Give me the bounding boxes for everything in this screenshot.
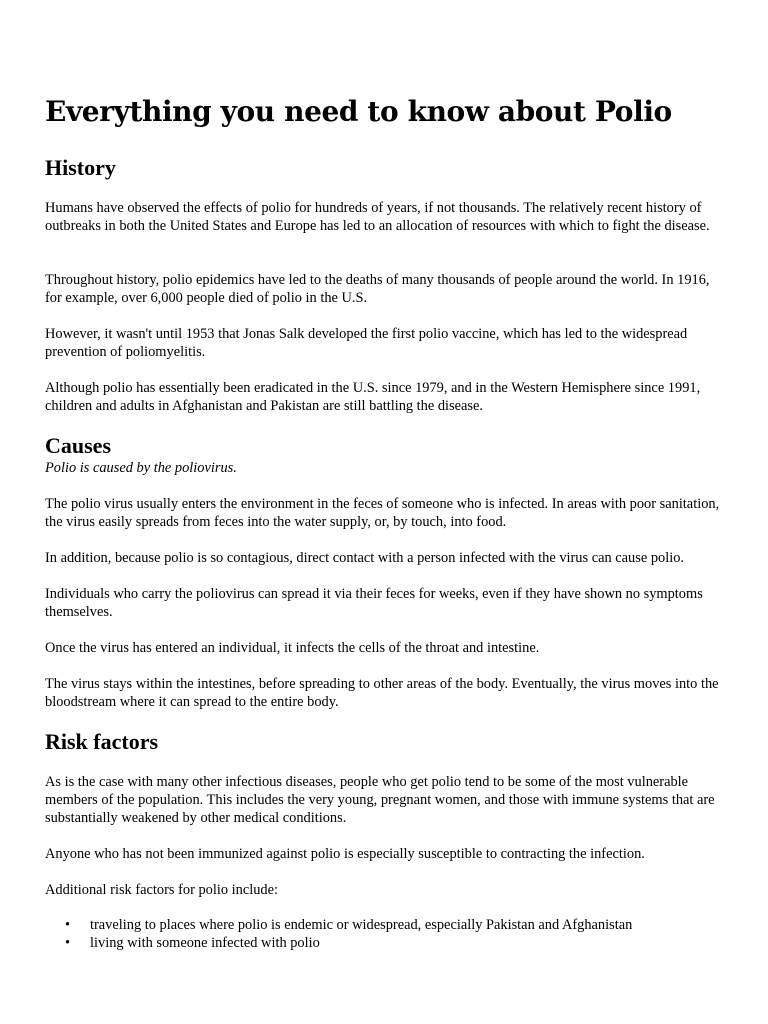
history-paragraph: Humans have observed the effects of polio for hundreds of years, if not thousands. The relatively recent history of outbreaks in both the United States and Europe has led to an allocation of resources with which to fight the disease.	[45, 200, 710, 234]
section-heading-causes: Causes	[45, 433, 112, 458]
bullet-icon: •	[65, 935, 71, 951]
causes-paragraph: The virus stays within the intestines, before spreading to other areas of the body. Eventually, the virus moves into the bloodstream where it can spread to the entire body.	[45, 676, 719, 710]
page-title: Everything you need to know about Polio	[45, 95, 672, 128]
causes-paragraph: Once the virus has entered an individual, it infects the cells of the throat and intestine.	[45, 640, 540, 656]
history-paragraph: Although polio has essentially been eradicated in the U.S. since 1979, and in the Western Hemisphere since 1991, children and adults in Afghanistan and Pakistan are still battling the disease.	[45, 380, 701, 414]
bullet-icon: •	[65, 917, 71, 933]
risk-factors-paragraph: Additional risk factors for polio include:	[45, 882, 278, 898]
causes-paragraph: The polio virus usually enters the environment in the feces of someone who is infected. In areas with poor sanitation, the virus easily spreads from feces into the water supply, or, by touch, into food.	[45, 496, 720, 530]
history-paragraph: Throughout history, polio epidemics have led to the deaths of many thousands of people around the world. In 1916, for example, over 6,000 people died of polio in the U.S.	[45, 272, 710, 306]
list-item-text: traveling to places where polio is endemic or widespread, especially Pakistan and Afghanistan	[90, 917, 633, 933]
risk-factors-paragraph: Anyone who has not been immunized against polio is especially susceptible to contracting the infection.	[45, 846, 645, 862]
list-item-text: living with someone infected with polio	[90, 935, 320, 951]
causes-paragraph: In addition, because polio is so contagious, direct contact with a person infected with the virus can cause polio.	[45, 550, 685, 566]
list-item	[45, 916, 725, 934]
causes-subtitle: Polio is caused by the poliovirus.	[45, 460, 237, 476]
causes-paragraph: Individuals who carry the poliovirus can spread it via their feces for weeks, even if they have shown no symptoms themselves.	[45, 586, 703, 620]
risk-factors-paragraph: As is the case with many other infectious diseases, people who get polio tend to be some of the most vulnerable members of the population. This includes the very young, pregnant women, and those with immune systems that are substantially weakened by other medical conditions.	[45, 774, 715, 826]
history-paragraph: However, it wasn't until 1953 that Jonas Salk developed the first polio vaccine, which has led to the widespread prevention of poliomyelitis.	[45, 326, 688, 360]
section-heading-risk-factors: Risk factors	[45, 729, 159, 754]
list-item	[45, 934, 725, 952]
section-heading-history: History	[45, 155, 116, 180]
risk-factors-list	[45, 916, 725, 952]
